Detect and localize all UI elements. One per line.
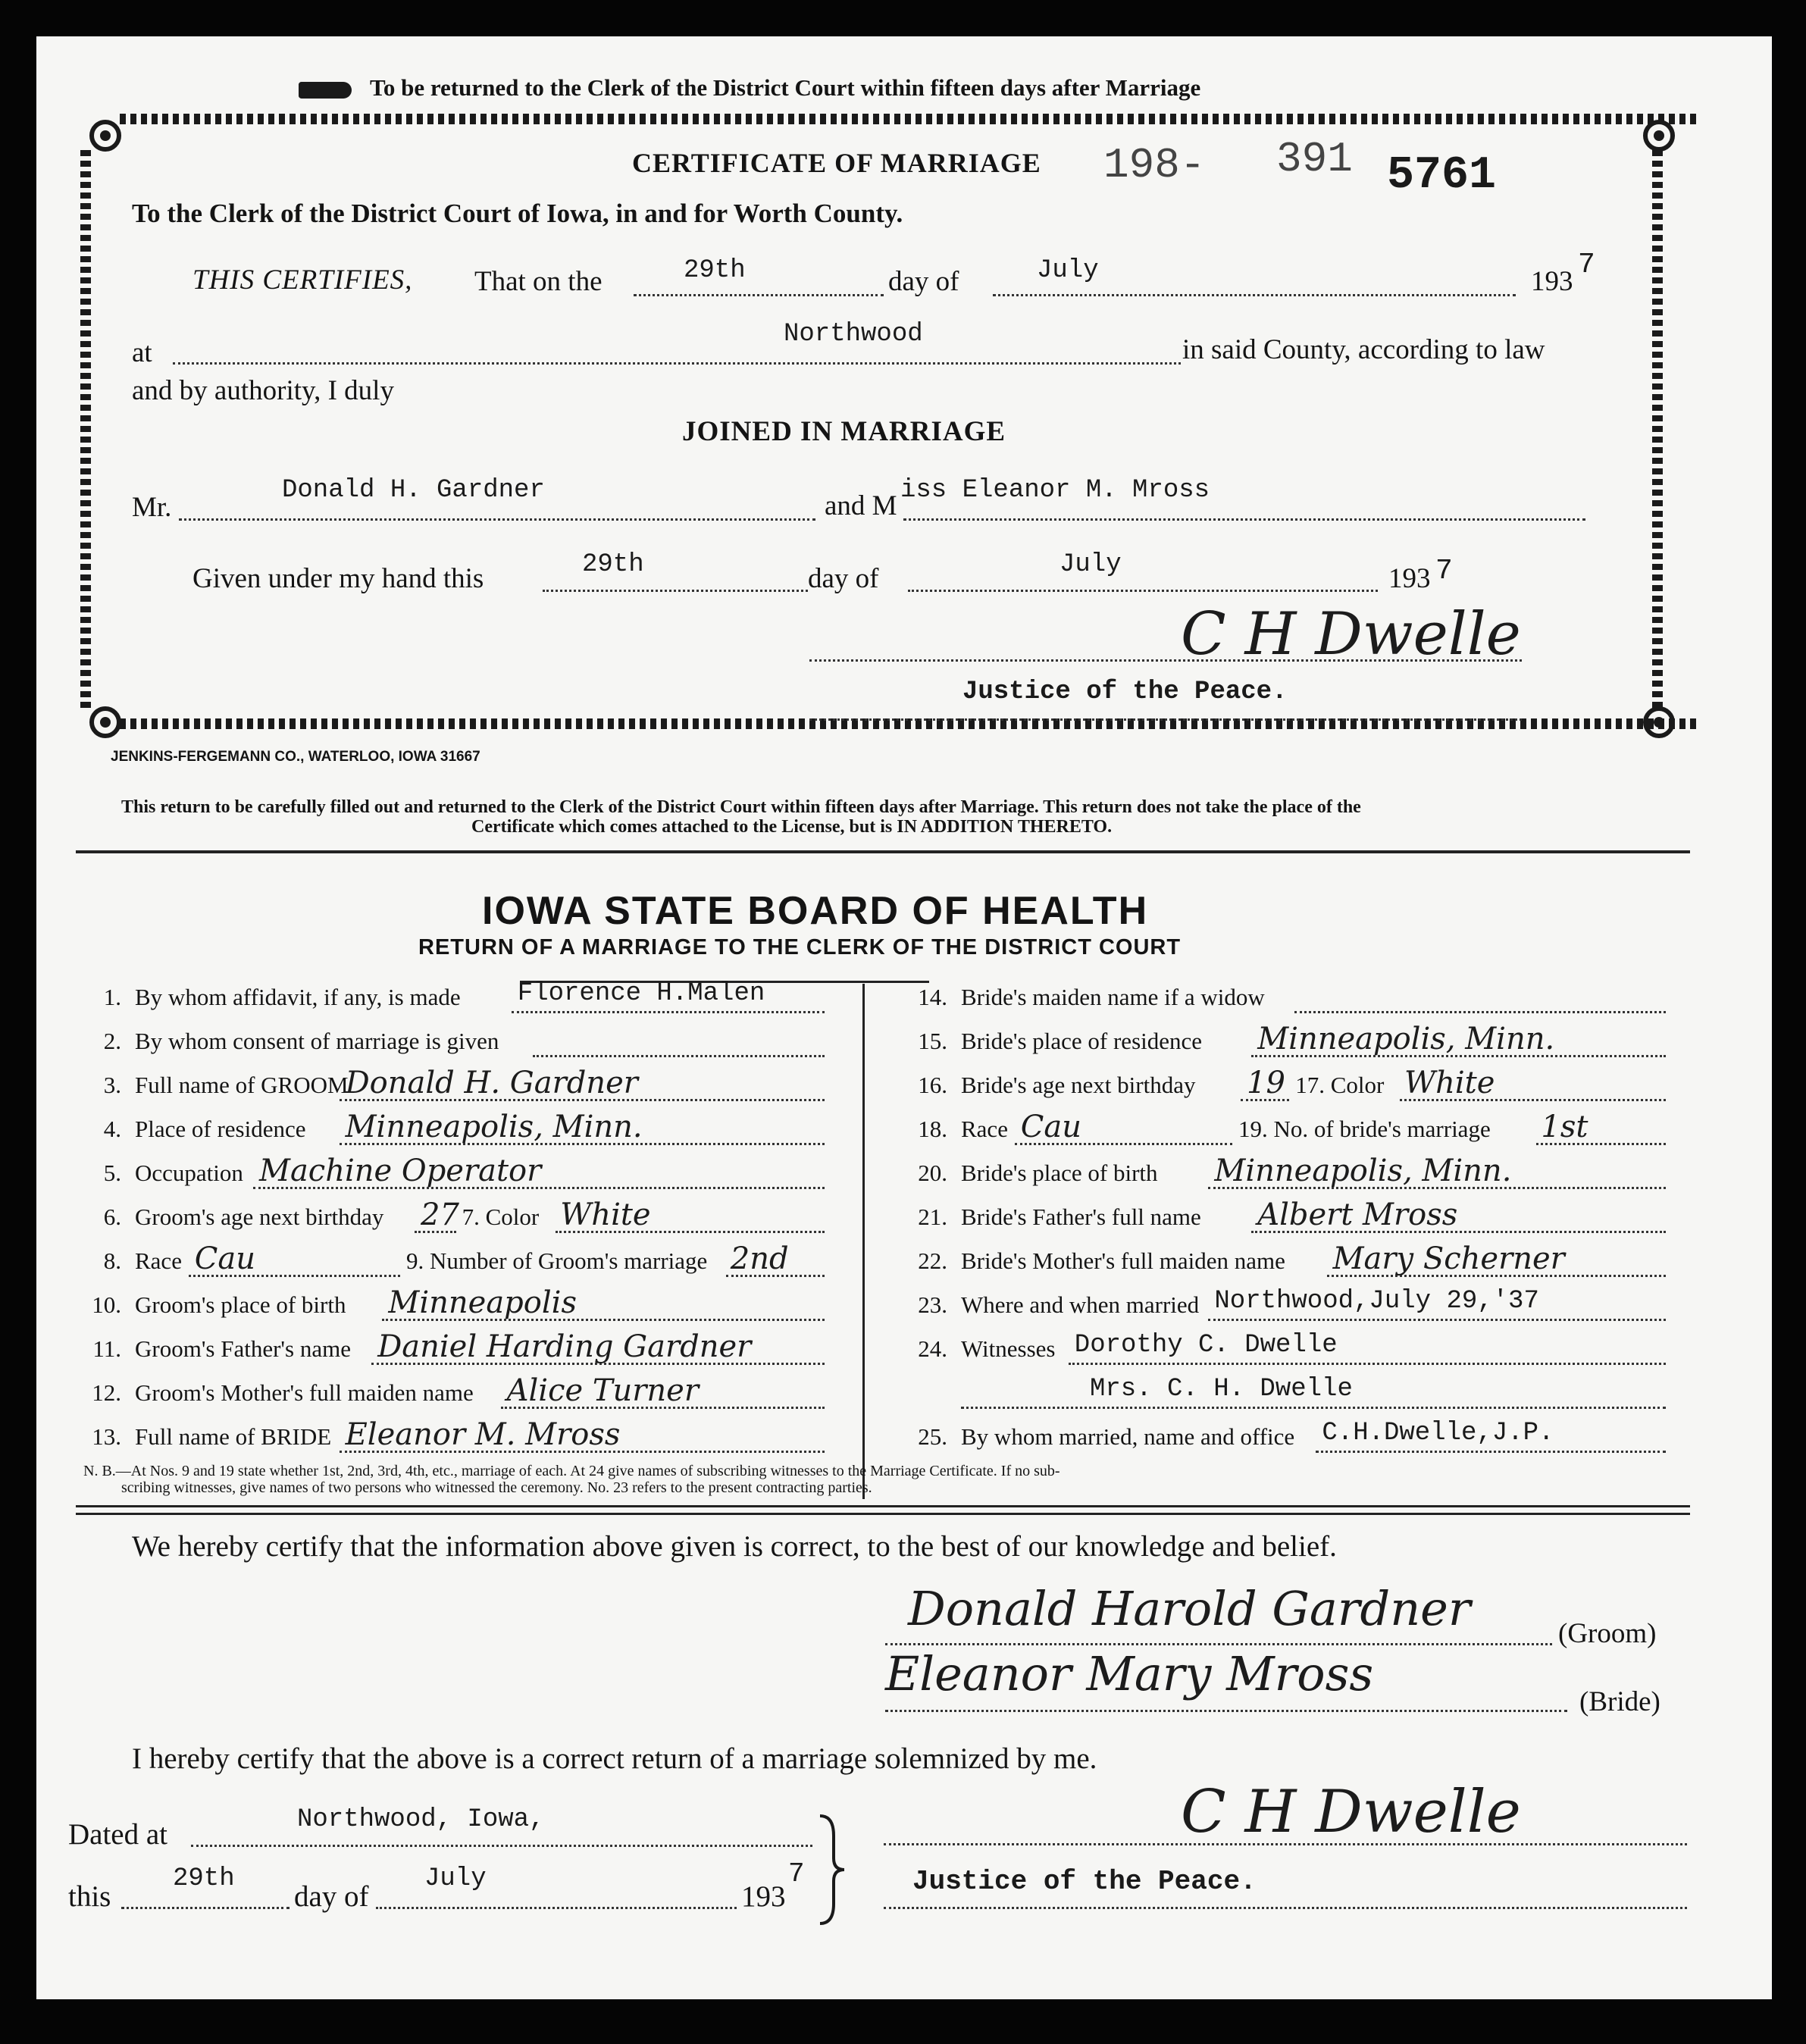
certificate-border-top bbox=[120, 114, 1696, 124]
field-value: Donald H. Gardner bbox=[345, 1066, 638, 1100]
field-label: Groom's place of birth bbox=[135, 1291, 346, 1318]
field-value: Minneapolis bbox=[388, 1285, 577, 1320]
field-number: 15. bbox=[918, 1028, 947, 1054]
field-value: Dorothy C. Dwelle bbox=[1074, 1331, 1338, 1360]
field-value-secondary: White bbox=[560, 1197, 651, 1232]
field-value-secondary: 1st bbox=[1541, 1110, 1588, 1144]
field-label: Bride's Mother's full maiden name bbox=[961, 1247, 1285, 1274]
parties-certification: We hereby certify that the information above given is correct, to the best of our knowledge and belief. bbox=[132, 1530, 1337, 1563]
field-line bbox=[1208, 1319, 1666, 1321]
brace-icon bbox=[817, 1813, 847, 1927]
dated-year-prefix: 193 bbox=[741, 1880, 786, 1913]
field-line bbox=[961, 1407, 1666, 1409]
nb-note-line-1: N. B.—At Nos. 9 and 19 state whether 1st, 2nd, 3rd, 4th, etc., marriage of each. At 24 give names of subscribing witnesses to the Marriage Certificate. If no sub- bbox=[83, 1463, 1060, 1479]
given-day: 29th bbox=[582, 550, 644, 579]
field-value: Minneapolis, Minn. bbox=[1214, 1153, 1512, 1188]
bride-signature: Eleanor Mary Mross bbox=[885, 1646, 1374, 1701]
at-label: at bbox=[132, 337, 152, 368]
officer-signature-line bbox=[884, 1843, 1687, 1845]
mr-label: Mr. bbox=[132, 492, 172, 523]
certificate-border-right bbox=[1652, 150, 1663, 711]
officer-signature-top: C H Dwelle bbox=[1181, 600, 1521, 668]
certificate-groom-name: Donald H. Gardner bbox=[282, 476, 545, 505]
corner-ornament-icon bbox=[79, 109, 132, 162]
field-label: Groom's Father's name bbox=[135, 1335, 351, 1362]
field-value: Mrs. C. H. Dwelle bbox=[1090, 1375, 1353, 1404]
dated-at-label: Dated at bbox=[68, 1818, 168, 1851]
field-label: By whom affidavit, if any, is made bbox=[135, 984, 461, 1010]
field-label: Occupation bbox=[135, 1160, 243, 1186]
field-value: Machine Operator bbox=[259, 1153, 542, 1188]
section-divider bbox=[76, 850, 1690, 853]
field-number: 8. bbox=[103, 1247, 121, 1274]
given-month: July bbox=[1059, 550, 1122, 579]
field-value: Daniel Harding Gardner bbox=[377, 1329, 752, 1364]
field-value: Northwood,July 29,'37 bbox=[1214, 1287, 1539, 1316]
day-of-label: day of bbox=[888, 266, 959, 297]
field-value: Albert Mross bbox=[1257, 1197, 1458, 1232]
return-notice-top: To be returned to the Clerk of the District Court within fifteen days after Marriage bbox=[370, 74, 1201, 101]
day-of-label-2: day of bbox=[808, 563, 879, 594]
groom-signature-line bbox=[885, 1643, 1552, 1645]
field-label: Witnesses bbox=[961, 1335, 1056, 1362]
field-number: 25. bbox=[918, 1423, 947, 1450]
certificate-title: CERTIFICATE OF MARRIAGE bbox=[632, 148, 1041, 178]
and-miss-label: and M bbox=[825, 490, 897, 521]
officer-title-top: Justice of the Peace. bbox=[962, 678, 1288, 706]
given-year-prefix: 193 bbox=[1388, 563, 1431, 594]
given-day-line bbox=[543, 590, 808, 592]
field-number: 14. bbox=[918, 984, 947, 1010]
year-prefix: 193 bbox=[1531, 266, 1573, 297]
nb-divider-1 bbox=[76, 1505, 1690, 1507]
bride-signature-line bbox=[885, 1710, 1567, 1712]
this-label: this bbox=[68, 1880, 111, 1913]
field-label: Bride's age next birthday bbox=[961, 1072, 1196, 1098]
field-value: Alice Turner bbox=[506, 1373, 699, 1408]
field-number: 6. bbox=[103, 1204, 121, 1230]
signature-line-top bbox=[809, 659, 1522, 662]
field-label: Place of residence bbox=[135, 1116, 306, 1142]
field-line bbox=[1294, 1011, 1666, 1013]
officer-signature-bottom: C H Dwelle bbox=[1181, 1778, 1521, 1846]
nb-note-line-2: scribing witnesses, give names of two persons who witnessed the ceremony. No. 23 refers to the present contracting parties. bbox=[121, 1479, 872, 1496]
field-value: C.H.Dwelle,J.P. bbox=[1322, 1419, 1554, 1448]
field-number: 5. bbox=[103, 1160, 121, 1186]
dated-year-digit: 7 bbox=[788, 1858, 805, 1889]
field-label-secondary: 17. Color bbox=[1295, 1072, 1385, 1098]
certificate-number-prefix: 198- bbox=[1103, 141, 1206, 189]
officer-title-line bbox=[809, 718, 1522, 721]
certifies-label: THIS CERTIFIES, bbox=[192, 264, 413, 296]
field-value: Eleanor M. Mross bbox=[345, 1417, 621, 1452]
field-number: 18. bbox=[918, 1116, 947, 1142]
field-number: 16. bbox=[918, 1072, 947, 1098]
field-label-secondary: 7. Color bbox=[462, 1204, 540, 1230]
dated-month: July bbox=[424, 1864, 487, 1893]
bride-line bbox=[903, 518, 1585, 521]
authority-label: and by authority, I duly bbox=[132, 375, 394, 406]
field-number: 4. bbox=[103, 1116, 121, 1142]
date-day-line bbox=[634, 294, 884, 296]
officer-title-bottom-line bbox=[884, 1907, 1687, 1909]
field-value-secondary: White bbox=[1404, 1066, 1495, 1100]
groom-signature: Donald Harold Gardner bbox=[908, 1581, 1471, 1636]
field-label: Full name of BRIDE bbox=[135, 1423, 332, 1450]
field-label: Race bbox=[961, 1116, 1008, 1142]
field-label: Where and when married bbox=[961, 1291, 1200, 1318]
field-label: By whom married, name and office bbox=[961, 1423, 1295, 1450]
pointing-hand-icon bbox=[299, 82, 352, 99]
given-year-digit: 7 bbox=[1435, 555, 1453, 587]
bride-signature-label: (Bride) bbox=[1579, 1686, 1660, 1717]
field-value-secondary: 2nd bbox=[730, 1241, 789, 1276]
given-label: Given under my hand this bbox=[192, 563, 484, 594]
field-value: Mary Scherner bbox=[1332, 1241, 1565, 1276]
field-label: Bride's maiden name if a widow bbox=[961, 984, 1265, 1010]
certificate-addressee: To the Clerk of the District Court of Iowa, in and for Worth County. bbox=[132, 199, 903, 228]
field-line bbox=[533, 1055, 825, 1057]
field-number: 13. bbox=[92, 1423, 121, 1450]
field-label: Full name of GROOM bbox=[135, 1072, 349, 1098]
field-line bbox=[512, 1011, 825, 1013]
field-number: 23. bbox=[918, 1291, 947, 1318]
groom-signature-label: (Groom) bbox=[1558, 1618, 1657, 1649]
field-number: 12. bbox=[92, 1379, 121, 1406]
field-number: 1. bbox=[103, 984, 121, 1010]
field-number: 21. bbox=[918, 1204, 947, 1230]
dated-month-line bbox=[376, 1907, 737, 1909]
dated-day-line bbox=[121, 1907, 290, 1909]
that-on-the-label: That on the bbox=[474, 266, 603, 297]
printer-imprint: JENKINS-FERGEMANN CO., WATERLOO, IOWA 31667 bbox=[111, 749, 480, 765]
officer-title-bottom: Justice of the Peace. bbox=[912, 1866, 1257, 1897]
place-line bbox=[173, 362, 1181, 365]
certificate-number-suffix: 5761 bbox=[1387, 150, 1497, 202]
board-title: IOWA STATE BOARD OF HEALTH bbox=[482, 889, 1149, 933]
dated-day: 29th bbox=[173, 1864, 235, 1893]
field-label-secondary: 19. No. of bride's marriage bbox=[1238, 1116, 1491, 1142]
field-number: 24. bbox=[918, 1335, 947, 1362]
field-value: Cau bbox=[194, 1241, 256, 1276]
field-number: 3. bbox=[103, 1072, 121, 1098]
field-number: 2. bbox=[103, 1028, 121, 1054]
return-notice-line-2: Certificate which comes attached to the License, but is IN ADDITION THERETO. bbox=[471, 817, 1113, 837]
field-number: 22. bbox=[918, 1247, 947, 1274]
board-subtitle: RETURN OF A MARRIAGE TO THE CLERK OF THE DISTRICT COURT bbox=[418, 935, 1182, 959]
dated-place-line bbox=[191, 1845, 812, 1847]
field-label: By whom consent of marriage is given bbox=[135, 1028, 499, 1054]
given-month-line bbox=[908, 590, 1378, 592]
return-notice-line-1: This return to be carefully filled out and returned to the Clerk of the District Court within fifteen days after Marriage. This return does not take the place of the bbox=[121, 797, 1361, 817]
field-label: Bride's place of residence bbox=[961, 1028, 1203, 1054]
dated-day-of-label: day of bbox=[294, 1880, 369, 1913]
field-label: Groom's age next birthday bbox=[135, 1204, 384, 1230]
field-number: 20. bbox=[918, 1160, 947, 1186]
field-label-secondary: 9. Number of Groom's marriage bbox=[406, 1247, 708, 1274]
field-line bbox=[1316, 1451, 1666, 1453]
dated-place: Northwood, Iowa, bbox=[297, 1805, 545, 1834]
field-label: Race bbox=[135, 1247, 182, 1274]
field-value: Minneapolis, Minn. bbox=[1257, 1022, 1555, 1056]
field-number: 10. bbox=[92, 1291, 121, 1318]
corner-ornament-icon bbox=[1632, 696, 1685, 749]
field-value: 19 bbox=[1247, 1066, 1285, 1100]
field-label: Groom's Mother's full maiden name bbox=[135, 1379, 474, 1406]
field-number: 11. bbox=[92, 1335, 121, 1362]
officer-certification: I hereby certify that the above is a correct return of a marriage solemnized by me. bbox=[132, 1742, 1097, 1775]
certificate-number-mid: 391 bbox=[1276, 135, 1353, 183]
field-line bbox=[1069, 1363, 1666, 1365]
certificate-bride-name: iss Eleanor M. Mross bbox=[900, 476, 1210, 505]
field-value: 27 bbox=[421, 1197, 459, 1232]
field-label: Bride's place of birth bbox=[961, 1160, 1158, 1186]
joined-heading: JOINED IN MARRIAGE bbox=[682, 416, 1006, 447]
year-digit: 7 bbox=[1578, 249, 1595, 281]
in-said-county-label: in said County, according to law bbox=[1182, 334, 1545, 365]
column-divider bbox=[862, 984, 865, 1499]
document-page bbox=[36, 36, 1772, 1999]
field-label: Bride's Father's full name bbox=[961, 1204, 1201, 1230]
nb-divider-2 bbox=[76, 1513, 1690, 1515]
certificate-day: 29th bbox=[684, 256, 746, 285]
field-value: Florence H.Malen bbox=[517, 979, 765, 1008]
field-value: Minneapolis, Minn. bbox=[345, 1110, 643, 1144]
corner-ornament-icon bbox=[79, 696, 132, 749]
field-value: Cau bbox=[1020, 1110, 1082, 1144]
corner-ornament-icon bbox=[1632, 109, 1685, 162]
certificate-border-left bbox=[80, 150, 91, 711]
certificate-place: Northwood bbox=[784, 320, 923, 349]
groom-line bbox=[179, 518, 815, 521]
certificate-month: July bbox=[1037, 256, 1099, 285]
date-month-line bbox=[993, 294, 1516, 296]
